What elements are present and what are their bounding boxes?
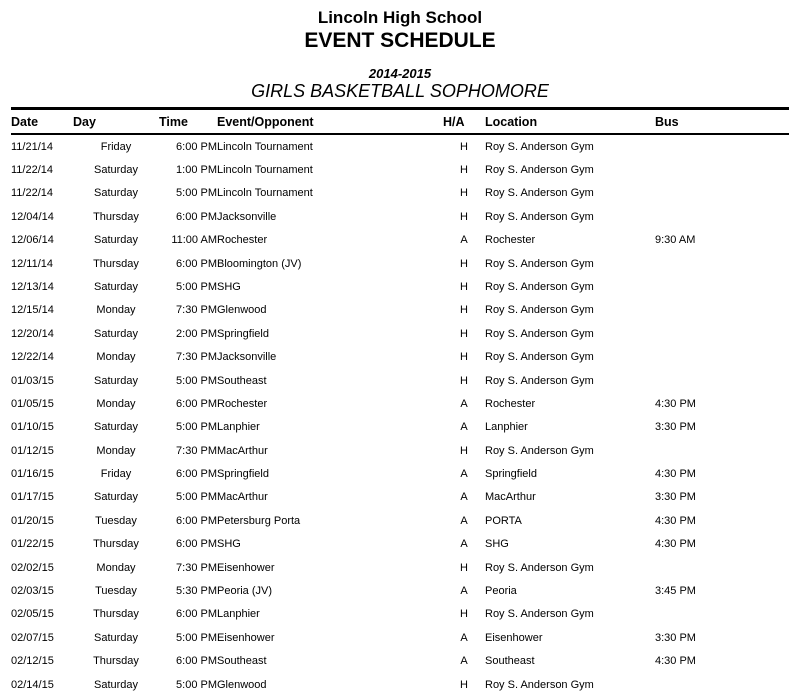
cell-event: SHG	[217, 538, 241, 551]
cell-ha: H	[460, 280, 468, 293]
cell-day: Saturday	[93, 491, 139, 504]
cell-time: 5:00 PM	[176, 678, 217, 691]
table-row	[11, 486, 789, 509]
table-row	[11, 322, 789, 345]
cell-date: 12/04/14	[11, 210, 54, 223]
cell-date: 01/20/15	[11, 514, 54, 527]
cell-time: 5:00 PM	[176, 280, 217, 293]
cell-time: 6:00 PM	[176, 468, 217, 481]
cell-event: Rochester	[217, 397, 268, 410]
cell-event: Lincoln Tournament	[217, 164, 313, 176]
table-row	[11, 299, 789, 322]
cell-ha: A	[460, 655, 468, 668]
cell-bus: 3:30 PM	[655, 421, 696, 434]
cell-location: SHG	[485, 538, 509, 551]
cell-ha: H	[460, 374, 468, 387]
cell-location: Roy S. Anderson Gym	[485, 210, 594, 223]
cell-bus	[655, 673, 789, 696]
cell-time: 7:30 PM	[176, 561, 217, 574]
cell-ha: A	[460, 421, 468, 434]
cell-location: Roy S. Anderson Gym	[485, 187, 594, 200]
cell-location: Roy S. Anderson Gym	[485, 374, 594, 387]
cell-event: Springfield	[217, 327, 269, 340]
cell-event: Lincoln Tournament	[217, 140, 313, 153]
cell-location: Roy S. Anderson Gym	[485, 140, 594, 153]
cell-bus	[655, 158, 789, 181]
cell-date: 12/11/14	[11, 257, 54, 270]
season-label: 2014-2015	[368, 65, 432, 81]
table-row	[11, 369, 789, 392]
table-row	[11, 392, 789, 415]
cell-date: 01/17/15	[11, 491, 54, 504]
cell-location: Peoria	[485, 585, 517, 598]
cell-day: Saturday	[93, 374, 139, 387]
cell-ha: A	[460, 234, 468, 247]
schedule-header-row	[11, 108, 789, 134]
cell-event: MacArthur	[217, 444, 268, 457]
cell-day: Thursday	[93, 608, 139, 621]
cell-date: 11/22/14	[11, 164, 54, 176]
cell-time: 6:00 PM	[176, 538, 217, 551]
cell-location: Eisenhower	[485, 631, 543, 644]
cell-location: Roy S. Anderson Gym	[485, 304, 594, 317]
cell-location: Roy S. Anderson Gym	[485, 561, 594, 574]
cell-event: Rochester	[217, 234, 268, 247]
cell-bus: 3:30 PM	[655, 631, 696, 644]
cell-bus: 4:30 PM	[655, 397, 696, 410]
table-row	[11, 556, 789, 579]
cell-date: 12/22/14	[11, 351, 54, 364]
cell-date: 01/22/15	[11, 538, 54, 551]
cell-day: Saturday	[93, 421, 139, 434]
column-header-bus: Bus	[655, 108, 789, 134]
cell-date: 01/10/15	[11, 421, 54, 434]
cell-time: 5:00 PM	[176, 374, 217, 387]
cell-bus: 4:30 PM	[655, 468, 696, 481]
cell-ha: A	[460, 585, 468, 598]
cell-day: Monday	[96, 561, 136, 574]
cell-location: Roy S. Anderson Gym	[485, 164, 594, 176]
table-row	[11, 252, 789, 275]
cell-time: 5:30 PM	[176, 585, 217, 598]
table-row	[11, 182, 789, 205]
cell-event: Peoria (JV)	[217, 585, 273, 598]
cell-event: Petersburg Porta	[217, 514, 301, 527]
cell-ha: H	[460, 444, 468, 457]
cell-date: 01/03/15	[11, 374, 54, 387]
cell-event: Lanphier	[217, 421, 260, 434]
cell-time: 6:00 PM	[176, 140, 217, 153]
cell-ha: H	[460, 561, 468, 574]
cell-location: Rochester	[485, 234, 536, 247]
cell-time: 6:00 PM	[176, 210, 217, 223]
table-row	[11, 650, 789, 673]
cell-event: Bloomington (JV)	[217, 257, 302, 270]
cell-location: Southeast	[485, 655, 535, 668]
cell-time: 11:00 AM	[171, 234, 217, 247]
cell-time: 6:00 PM	[176, 257, 217, 270]
table-row	[11, 626, 789, 649]
cell-location: PORTA	[485, 514, 522, 527]
cell-day: Saturday	[93, 234, 139, 247]
cell-ha: A	[460, 491, 468, 504]
cell-time: 6:00 PM	[176, 608, 217, 621]
cell-time: 7:30 PM	[176, 444, 217, 457]
cell-event: Southeast	[217, 374, 267, 387]
table-row	[11, 345, 789, 368]
team-label: GIRLS BASKETBALL SOPHOMORE	[251, 81, 549, 102]
cell-ha: H	[460, 608, 468, 621]
cell-event: Eisenhower	[217, 561, 275, 574]
cell-ha: H	[460, 187, 468, 200]
cell-date: 11/21/14	[11, 140, 54, 153]
cell-ha: H	[460, 327, 468, 340]
cell-bus	[655, 182, 789, 205]
cell-ha: A	[460, 538, 468, 551]
cell-day: Thursday	[93, 538, 139, 551]
cell-location: Roy S. Anderson Gym	[485, 678, 594, 691]
cell-ha: A	[460, 631, 468, 644]
column-header-date: Date	[11, 108, 73, 134]
cell-ha: H	[460, 351, 468, 364]
cell-day: Tuesday	[95, 514, 137, 527]
cell-bus: 3:45 PM	[655, 585, 696, 598]
table-row	[11, 134, 789, 158]
page-title: EVENT SCHEDULE	[304, 29, 496, 53]
cell-location: Roy S. Anderson Gym	[485, 444, 594, 457]
cell-bus: 3:30 PM	[655, 491, 696, 504]
cell-time: 5:00 PM	[176, 491, 217, 504]
cell-bus: 4:30 PM	[655, 514, 696, 527]
cell-location: Roy S. Anderson Gym	[485, 280, 594, 293]
cell-day: Monday	[96, 304, 136, 317]
document-header	[0, 0, 800, 102]
cell-time: 6:00 PM	[176, 514, 217, 527]
cell-location: Roy S. Anderson Gym	[485, 327, 594, 340]
table-row	[11, 205, 789, 228]
cell-ha: H	[460, 257, 468, 270]
cell-bus	[655, 134, 789, 158]
cell-date: 02/05/15	[11, 608, 54, 621]
cell-date: 12/15/14	[11, 304, 54, 317]
column-header-day: Day	[73, 108, 159, 134]
cell-date: 02/07/15	[11, 631, 54, 644]
cell-bus	[655, 556, 789, 579]
cell-bus: 4:30 PM	[655, 655, 696, 668]
cell-day: Saturday	[93, 327, 139, 340]
cell-day: Tuesday	[95, 585, 137, 598]
cell-time: 5:00 PM	[176, 187, 217, 200]
column-header-event: Event/Opponent	[217, 108, 443, 134]
cell-event: Lanphier	[217, 608, 260, 621]
cell-bus	[655, 275, 789, 298]
cell-ha: H	[460, 140, 468, 153]
table-row	[11, 416, 789, 439]
cell-day: Monday	[96, 351, 136, 364]
cell-day: Saturday	[93, 631, 139, 644]
cell-date: 02/02/15	[11, 561, 54, 574]
cell-day: Thursday	[93, 655, 139, 668]
cell-event: Jacksonville	[217, 210, 277, 223]
cell-time: 6:00 PM	[176, 655, 217, 668]
cell-time: 5:00 PM	[176, 421, 217, 434]
cell-event: Lincoln Tournament	[217, 187, 313, 200]
cell-location: Roy S. Anderson Gym	[485, 257, 594, 270]
cell-ha: A	[460, 397, 468, 410]
cell-bus	[655, 252, 789, 275]
table-row	[11, 228, 789, 251]
cell-event: Southeast	[217, 655, 267, 668]
cell-event: Jacksonville	[217, 351, 277, 364]
cell-day: Saturday	[93, 187, 139, 200]
cell-day: Saturday	[93, 164, 139, 176]
cell-bus: 9:30 AM	[655, 234, 696, 247]
table-row	[11, 439, 789, 462]
cell-bus: 4:30 PM	[655, 538, 696, 551]
cell-time: 7:30 PM	[176, 304, 217, 317]
cell-event: Glenwood	[217, 678, 267, 691]
table-row	[11, 579, 789, 602]
cell-ha: A	[460, 514, 468, 527]
cell-date: 01/12/15	[11, 444, 54, 457]
cell-event: SHG	[217, 280, 241, 293]
cell-date: 12/13/14	[11, 280, 54, 293]
cell-location: Roy S. Anderson Gym	[485, 608, 594, 621]
cell-bus	[655, 322, 789, 345]
cell-ha: A	[460, 468, 468, 481]
cell-date: 01/05/15	[11, 397, 54, 410]
cell-location: Springfield	[485, 468, 537, 481]
cell-event: Eisenhower	[217, 631, 275, 644]
cell-date: 02/03/15	[11, 585, 54, 598]
cell-ha: H	[460, 210, 468, 223]
cell-location: Rochester	[485, 397, 536, 410]
column-header-time: Time	[159, 108, 217, 134]
cell-date: 02/12/15	[11, 655, 54, 668]
table-row	[11, 462, 789, 485]
column-header-location: Location	[485, 108, 655, 134]
cell-location: MacArthur	[485, 491, 536, 504]
cell-date: 02/14/15	[11, 678, 54, 691]
table-row	[11, 509, 789, 532]
cell-time: 2:00 PM	[176, 327, 217, 340]
cell-event: Springfield	[217, 468, 269, 481]
table-row	[11, 603, 789, 626]
cell-ha: H	[460, 164, 468, 176]
schedule-body	[11, 134, 789, 696]
cell-bus	[655, 299, 789, 322]
cell-bus	[655, 205, 789, 228]
cell-date: 12/06/14	[11, 234, 54, 247]
cell-location: Roy S. Anderson Gym	[485, 351, 594, 364]
cell-bus	[655, 603, 789, 626]
school-name: Lincoln High School	[317, 8, 483, 27]
cell-day: Saturday	[93, 678, 139, 691]
cell-day: Friday	[100, 140, 132, 153]
cell-date: 01/16/15	[11, 468, 54, 481]
table-row	[11, 673, 789, 696]
cell-day: Saturday	[93, 280, 139, 293]
schedule-table	[11, 107, 789, 696]
table-row	[11, 158, 789, 181]
cell-bus	[655, 345, 789, 368]
cell-time: 6:00 PM	[176, 397, 217, 410]
cell-time: 7:30 PM	[176, 351, 217, 364]
cell-ha: H	[460, 304, 468, 317]
cell-day: Monday	[96, 397, 136, 410]
cell-date: 12/20/14	[11, 327, 54, 340]
cell-day: Thursday	[93, 257, 139, 270]
cell-bus	[655, 369, 789, 392]
cell-bus	[655, 439, 789, 462]
cell-event: MacArthur	[217, 491, 268, 504]
cell-event: Glenwood	[217, 304, 267, 317]
cell-day: Monday	[96, 444, 136, 457]
cell-time: 5:00 PM	[176, 631, 217, 644]
cell-day: Thursday	[93, 210, 139, 223]
cell-time: 1:00 PM	[176, 164, 217, 176]
table-row	[11, 275, 789, 298]
cell-date: 11/22/14	[11, 187, 54, 200]
cell-location: Lanphier	[485, 421, 528, 434]
cell-ha: H	[460, 678, 468, 691]
table-row	[11, 533, 789, 556]
cell-day: Friday	[100, 468, 132, 481]
column-header-ha: H/A	[443, 108, 485, 134]
